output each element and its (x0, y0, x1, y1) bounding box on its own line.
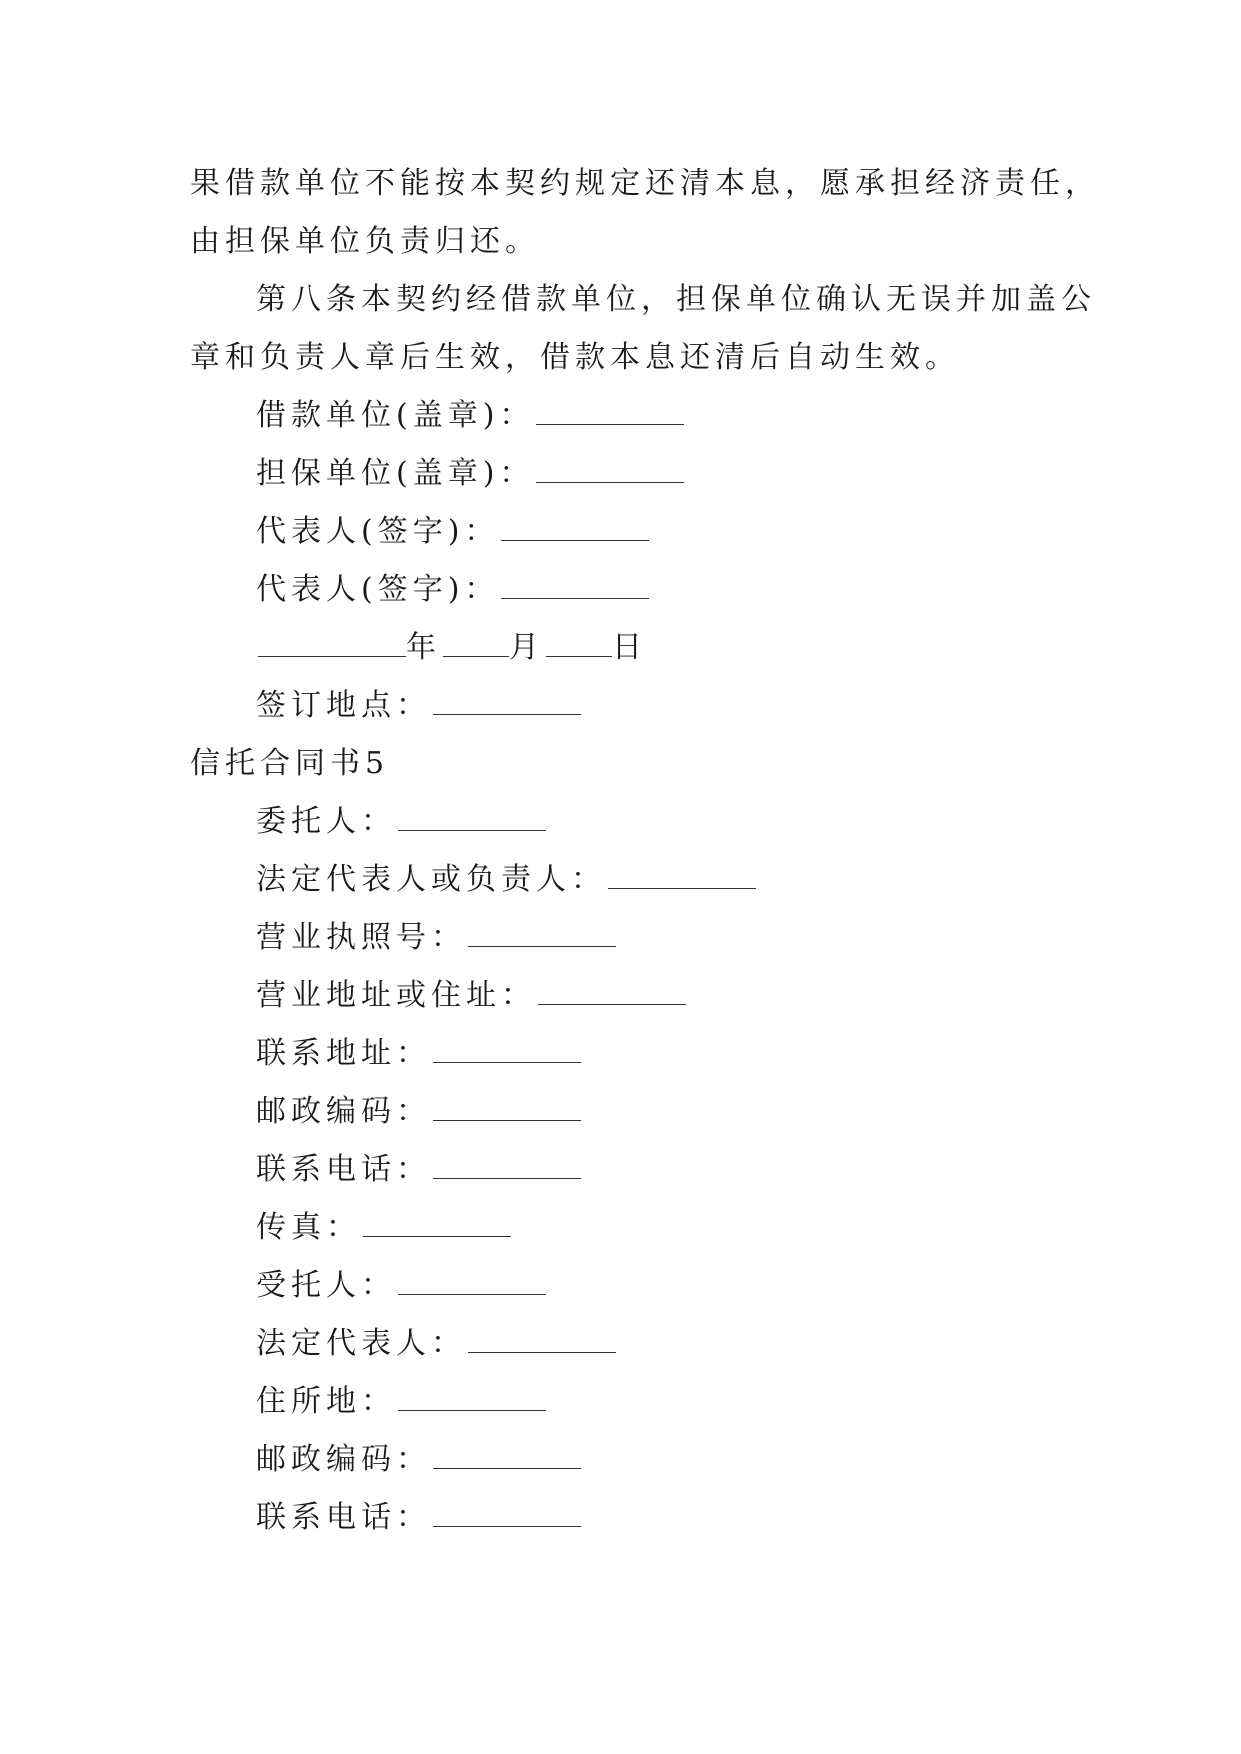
field-label: 代表人(签字)： (256, 572, 500, 607)
fill-in-blank[interactable] (398, 804, 546, 831)
field-label: 邮政编码： (256, 1094, 431, 1129)
year-label: 年 (406, 630, 441, 665)
fill-in-blank[interactable] (501, 514, 649, 541)
fill-in-blank[interactable] (363, 1210, 511, 1237)
fill-in-blank[interactable] (536, 456, 684, 483)
fill-in-blank[interactable] (538, 978, 686, 1005)
field-label: 受托人： (256, 1268, 396, 1303)
day-blank[interactable] (546, 630, 612, 657)
signing-place-field (256, 686, 581, 726)
contract-field (256, 802, 546, 842)
field-label: 邮政编码： (256, 1442, 431, 1477)
month-label: 月 (509, 630, 544, 665)
signature-field-representative (256, 570, 649, 610)
paragraph-line: 由担保单位负责归还。 (190, 224, 540, 259)
field-label: 签订地点： (256, 688, 431, 723)
fill-in-blank[interactable] (501, 572, 649, 599)
field-label: 委托人： (256, 804, 396, 839)
contract-field (256, 1092, 581, 1132)
paragraph-line: 果借款单位不能按本契约规定还清本息，愿承担经济责任， (190, 166, 1100, 201)
field-label: 代表人(签字)： (256, 514, 500, 549)
signature-field-representative (256, 512, 649, 552)
field-label: 担保单位(盖章)： (256, 456, 535, 491)
date-line (256, 628, 647, 668)
contract-field (256, 976, 686, 1016)
contract-field (256, 1266, 546, 1306)
contract-field (256, 1208, 511, 1248)
field-label: 联系电话： (256, 1152, 431, 1187)
fill-in-blank[interactable] (433, 688, 581, 715)
field-label: 法定代表人或负责人： (256, 862, 606, 897)
fill-in-blank[interactable] (433, 1152, 581, 1179)
fill-in-blank[interactable] (468, 920, 616, 947)
fill-in-blank[interactable] (608, 862, 756, 889)
contract-field (256, 1440, 581, 1480)
field-label: 营业执照号： (256, 920, 466, 955)
contract-field (256, 1498, 581, 1538)
contract-field (256, 918, 616, 958)
paragraph-line: 第八条本契约经借款单位，担保单位确认无误并加盖公 (256, 282, 1096, 317)
year-blank[interactable] (258, 630, 406, 657)
field-label: 联系电话： (256, 1500, 431, 1535)
field-label: 联系地址： (256, 1036, 431, 1071)
field-label: 借款单位(盖章)： (256, 398, 535, 433)
fill-in-blank[interactable] (433, 1094, 581, 1121)
contract-field (256, 1150, 581, 1190)
fill-in-blank[interactable] (398, 1384, 546, 1411)
fill-in-blank[interactable] (433, 1442, 581, 1469)
paragraph-line: 章和负责人章后生效，借款本息还清后自动生效。 (190, 340, 960, 375)
month-blank[interactable] (443, 630, 509, 657)
fill-in-blank[interactable] (468, 1326, 616, 1353)
fill-in-blank[interactable] (536, 398, 684, 425)
fill-in-blank[interactable] (433, 1500, 581, 1527)
fill-in-blank[interactable] (433, 1036, 581, 1063)
day-label: 日 (612, 630, 647, 665)
fill-in-blank[interactable] (398, 1268, 546, 1295)
field-label: 法定代表人： (256, 1326, 466, 1361)
section-title: 信托合同书5 (190, 746, 390, 781)
contract-field (256, 1034, 581, 1074)
signature-field-guarantor (256, 454, 684, 494)
field-label: 传真： (256, 1210, 361, 1245)
field-label: 住所地： (256, 1384, 396, 1419)
contract-field (256, 860, 756, 900)
contract-field (256, 1382, 546, 1422)
signature-field-borrower (256, 396, 684, 436)
field-label: 营业地址或住址： (256, 978, 536, 1013)
contract-field (256, 1324, 616, 1364)
